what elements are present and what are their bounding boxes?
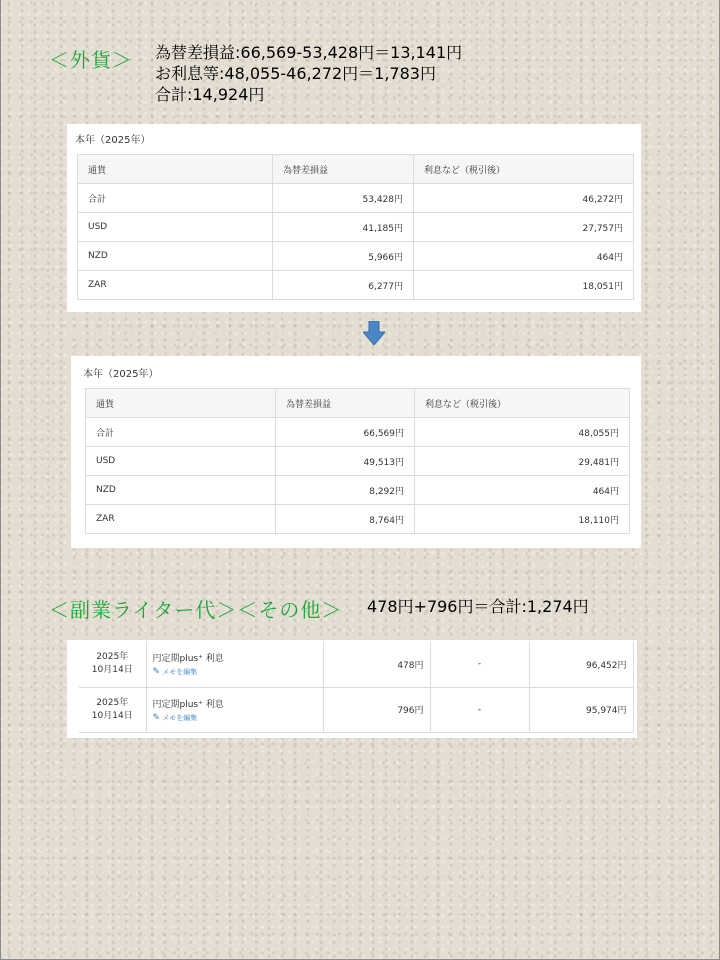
- description-text: 円定期plus⁺ 利息: [152, 699, 224, 710]
- cell-currency: NZD: [78, 242, 273, 271]
- table-header-row: [78, 155, 634, 184]
- cell-fx-gain: 49,513円: [276, 447, 415, 476]
- cell-fx-gain: 8,292円: [276, 476, 415, 505]
- cell-currency: ZAR: [78, 271, 273, 300]
- cell-fx-gain: 6,277円: [273, 271, 414, 300]
- cell-fx-gain: 41,185円: [273, 213, 414, 242]
- interest-table: [79, 642, 634, 733]
- date-year: 2025年: [96, 697, 129, 708]
- cell-currency: USD: [86, 447, 276, 476]
- cell-interest: 27,757円: [414, 213, 634, 242]
- table-row: [86, 505, 630, 534]
- fx-before-caption: 本年（2025年）: [75, 135, 151, 146]
- table-row: [78, 213, 634, 242]
- cell-interest: 29,481円: [415, 447, 630, 476]
- cell-date: [79, 687, 146, 732]
- other-summary: 478円+796円＝合計:1,274円: [367, 597, 589, 616]
- cell-interest: 46,272円: [414, 184, 634, 213]
- fx-before-panel: [67, 124, 641, 312]
- cell-currency: 合計: [86, 418, 276, 447]
- header-fx-gain: 為替差損益: [273, 155, 414, 184]
- cell-amount: 478円: [323, 642, 430, 687]
- header-interest: 利息など（税引後）: [415, 389, 630, 418]
- table-row: [78, 184, 634, 213]
- table-row: [86, 476, 630, 505]
- cell-interest: 48,055円: [415, 418, 630, 447]
- cell-withdrawal: -: [430, 642, 529, 687]
- header-fx-gain: 為替差損益: [276, 389, 415, 418]
- memo-edit-link[interactable]: [153, 713, 317, 723]
- table-row: [79, 642, 633, 687]
- header-currency: 通貨: [78, 155, 273, 184]
- cell-interest: 464円: [415, 476, 630, 505]
- pencil-icon: ✎: [152, 667, 161, 678]
- cell-amount: 796円: [323, 687, 430, 732]
- fx-before-table: [77, 154, 634, 300]
- cell-balance: 95,974円: [529, 687, 633, 732]
- cell-fx-gain: 66,569円: [276, 418, 415, 447]
- fx-after-panel: [71, 356, 641, 548]
- cell-currency: 合計: [78, 184, 273, 213]
- fx-summary-interest-line: お利息等:48,055-46,272円＝1,783円: [155, 64, 436, 83]
- table-row: [78, 271, 634, 300]
- cell-interest: 18,110円: [415, 505, 630, 534]
- cell-date: [79, 642, 146, 687]
- table-row: [86, 418, 630, 447]
- table-row: [79, 687, 633, 732]
- header-currency: 通貨: [86, 389, 276, 418]
- cell-withdrawal: -: [430, 687, 529, 732]
- cell-description: [146, 642, 323, 687]
- cell-fx-gain: 5,966円: [273, 242, 414, 271]
- memo-edit-link[interactable]: [153, 667, 317, 677]
- fx-section-title: ＜外貨＞: [49, 48, 133, 72]
- cell-fx-gain: 53,428円: [273, 184, 414, 213]
- header-interest: 利息など（税引後）: [414, 155, 634, 184]
- cell-fx-gain: 8,764円: [276, 505, 415, 534]
- fx-summary-total-line: 合計:14,924円: [155, 85, 265, 104]
- table-row: [78, 242, 634, 271]
- cell-interest: 464円: [414, 242, 634, 271]
- interest-panel: [67, 640, 637, 738]
- date-day: 10月14日: [91, 710, 133, 721]
- cell-balance: 96,452円: [529, 642, 633, 687]
- fx-after-table: [85, 388, 630, 534]
- memo-label: メモを編集: [162, 668, 198, 677]
- fx-after-caption: 本年（2025年）: [83, 369, 159, 380]
- cell-interest: 18,051円: [414, 271, 634, 300]
- pencil-icon: ✎: [152, 712, 161, 723]
- fx-summary: [155, 42, 462, 105]
- cell-currency: NZD: [86, 476, 276, 505]
- date-day: 10月14日: [91, 665, 133, 676]
- other-section-title: ＜副業ライター代＞＜その他＞: [49, 598, 343, 622]
- table-row: [86, 447, 630, 476]
- cell-currency: ZAR: [86, 505, 276, 534]
- date-year: 2025年: [96, 652, 129, 663]
- memo-label: メモを編集: [162, 713, 198, 722]
- fx-summary-gain-line: 為替差損益:66,569-53,428円＝13,141円: [155, 43, 463, 62]
- cell-description: [146, 687, 323, 732]
- table-header-row: [86, 389, 630, 418]
- cell-currency: USD: [78, 213, 273, 242]
- description-text: 円定期plus⁺ 利息: [152, 654, 224, 665]
- arrow-down-icon: [363, 321, 385, 345]
